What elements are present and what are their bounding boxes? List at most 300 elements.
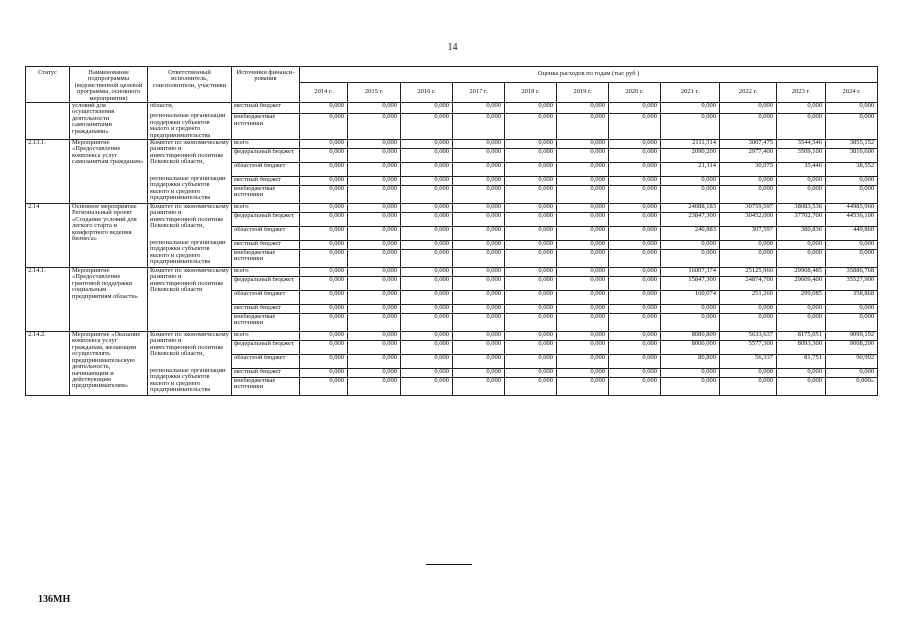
row-status: 2.14.2. bbox=[26, 332, 70, 396]
row-value: 0,000 bbox=[609, 378, 661, 396]
responsible-part: Комитет по экономическому развитию и инвестиционной политике Псковской области, bbox=[150, 331, 229, 358]
row-value: 0,000 bbox=[453, 291, 505, 305]
row-value: 0,000 bbox=[720, 186, 777, 204]
row-value: 0,000 bbox=[557, 241, 609, 250]
row-value: 0,000 bbox=[661, 305, 720, 314]
row-value: 0,000 bbox=[300, 314, 348, 332]
row-value: 44985,960 bbox=[826, 204, 878, 213]
row-value: 3544,546 bbox=[777, 140, 826, 149]
row-responsible bbox=[148, 204, 232, 268]
row-value: 0,000 bbox=[505, 177, 557, 186]
row-value: 0,000 bbox=[720, 378, 777, 396]
row-value: 0,000 bbox=[300, 341, 348, 355]
row-value: 0,000 bbox=[453, 341, 505, 355]
row-value: 0,000 bbox=[453, 149, 505, 163]
row-responsible bbox=[148, 103, 232, 140]
row-value: 0,000 bbox=[661, 314, 720, 332]
row-value: 0,000 bbox=[609, 277, 661, 291]
row-value: 0,000 bbox=[661, 114, 720, 140]
row-value: 0,000 bbox=[401, 227, 453, 241]
row-value: 0,000 bbox=[557, 250, 609, 268]
row-value: 0,000 bbox=[826, 186, 878, 204]
row-value: 35527,900 bbox=[826, 277, 878, 291]
row-value: 0,000 bbox=[609, 355, 661, 369]
row-value: 0,000 bbox=[505, 163, 557, 177]
responsible-part: региональные организации поддержки субъектов малого и среднего предпринимательства bbox=[150, 174, 226, 201]
row-source: областной бюджет bbox=[232, 163, 300, 177]
row-value: 0,000 bbox=[453, 163, 505, 177]
row-value: 25125,960 bbox=[720, 268, 777, 277]
row-value: 0,000 bbox=[505, 149, 557, 163]
row-source: федеральный бюджет bbox=[232, 213, 300, 227]
row-value: 0,000 bbox=[661, 369, 720, 378]
row-value: 3816,600 bbox=[826, 149, 878, 163]
row-value: 0,000 bbox=[348, 378, 401, 396]
row-value: 0,000 bbox=[609, 103, 661, 114]
header-year: 2016 г. bbox=[401, 82, 453, 102]
row-value: 15847,300 bbox=[661, 277, 720, 291]
row-value: 0,000 bbox=[609, 186, 661, 204]
row-source: областной бюджет bbox=[232, 227, 300, 241]
row-value: 0,000 bbox=[505, 291, 557, 305]
row-status: 2.13.1. bbox=[26, 140, 70, 204]
row-source: внебюджетные источники bbox=[232, 314, 300, 332]
row-value: 38,552 bbox=[826, 163, 878, 177]
row-value: 0,000 bbox=[453, 355, 505, 369]
page-number: 14 bbox=[447, 42, 458, 53]
row-value: 2111,314 bbox=[661, 140, 720, 149]
row-value: 3509,100 bbox=[777, 149, 826, 163]
row-value: 2090,200 bbox=[661, 149, 720, 163]
row-value: 0,000 bbox=[609, 114, 661, 140]
row-status: 2.14.1. bbox=[26, 268, 70, 332]
row-source: всего bbox=[232, 332, 300, 341]
row-value: 0,000 bbox=[505, 341, 557, 355]
responsible-part: региональные организации поддержки субъектов малого и среднего предпринимательства bbox=[150, 112, 226, 139]
row-value: 29609,400 bbox=[777, 277, 826, 291]
row-value: 29908,485 bbox=[777, 268, 826, 277]
row-source: областной бюджет bbox=[232, 355, 300, 369]
row-value: 0,000 bbox=[557, 177, 609, 186]
row-value: 0,000 bbox=[453, 332, 505, 341]
row-value: 0,000 bbox=[557, 291, 609, 305]
row-value: 0,000 bbox=[609, 241, 661, 250]
row-value: 0,000 bbox=[826, 177, 878, 186]
row-value: 0,000 bbox=[557, 268, 609, 277]
row-value: 0,000 bbox=[609, 250, 661, 268]
row-value: 0,000 bbox=[401, 369, 453, 378]
row-value: 0,000 bbox=[348, 204, 401, 213]
row-value: 0,000 bbox=[826, 369, 878, 378]
row-value: 0,000 bbox=[300, 149, 348, 163]
row-value: 0,000 bbox=[348, 177, 401, 186]
row-value: 8080,809 bbox=[661, 332, 720, 341]
row-value: 0,000 bbox=[720, 114, 777, 140]
row-status: 2.14 bbox=[26, 204, 70, 268]
row-value: 0,000 bbox=[505, 268, 557, 277]
row-source: внебюджетные источники bbox=[232, 186, 300, 204]
row-value: 0,000 bbox=[401, 305, 453, 314]
row-value: 0,000 bbox=[348, 241, 401, 250]
row-value: 44536,100 bbox=[826, 213, 878, 227]
header-year: 2024 г. bbox=[826, 82, 878, 102]
row-value: 0,000 bbox=[609, 291, 661, 305]
row-value: 0,000 bbox=[505, 114, 557, 140]
row-value: 0,000 bbox=[505, 241, 557, 250]
row-name: Мероприятие «Оказание комплекса услуг гражданам, желающим осуществлять предпринимательскую деятельность, начинающим и действующим предпринимателям» bbox=[70, 332, 148, 396]
row-value: 0,000 bbox=[401, 332, 453, 341]
row-value: 0,000 bbox=[505, 213, 557, 227]
row-value: 0,000 bbox=[401, 341, 453, 355]
responsible-part: области, bbox=[150, 102, 174, 110]
row-value: 0,000 bbox=[300, 277, 348, 291]
row-value: 0,000 bbox=[401, 186, 453, 204]
row-value: 0,000 bbox=[777, 114, 826, 140]
row-value: 0,000 bbox=[300, 250, 348, 268]
row-value: 0,000 bbox=[453, 314, 505, 332]
row-value: 0,000 bbox=[401, 268, 453, 277]
row-value: 0,000 bbox=[348, 250, 401, 268]
row-value: 0,000 bbox=[661, 177, 720, 186]
row-value: 0,000 bbox=[661, 378, 720, 396]
row-value: 358,868 bbox=[826, 291, 878, 305]
row-value: 0,000 bbox=[401, 355, 453, 369]
row-value: 8093,300 bbox=[777, 341, 826, 355]
row-value: 0,000 bbox=[557, 305, 609, 314]
header-year: 2015 г. bbox=[348, 82, 401, 102]
row-value: 8000,000 bbox=[661, 341, 720, 355]
row-value: 0,000 bbox=[777, 241, 826, 250]
row-value: 0,000 bbox=[401, 378, 453, 396]
row-value: 0,000 bbox=[505, 332, 557, 341]
row-value: 0,000 bbox=[453, 114, 505, 140]
row-value: 0,000 bbox=[453, 250, 505, 268]
row-value: 30,075 bbox=[720, 163, 777, 177]
row-value: 0,000 bbox=[348, 305, 401, 314]
row-value: 0,000 bbox=[348, 149, 401, 163]
row-value: 35886,768 bbox=[826, 268, 878, 277]
row-value: 0,000 bbox=[557, 341, 609, 355]
footer-divider bbox=[426, 564, 472, 565]
row-value: 5633,637 bbox=[720, 332, 777, 341]
row-value: 0,000 bbox=[401, 140, 453, 149]
row-source: местный бюджет bbox=[232, 241, 300, 250]
row-value: 0,000 bbox=[300, 163, 348, 177]
row-value: 0,000 bbox=[777, 103, 826, 114]
header-estimate: Оценка расходов по годам (тыс руб ) bbox=[300, 67, 878, 83]
row-value: 0,000 bbox=[720, 314, 777, 332]
row-value: 0,000 bbox=[453, 241, 505, 250]
row-value: 56,337 bbox=[720, 355, 777, 369]
row-value: 0,000 bbox=[557, 204, 609, 213]
responsible-part: Комитет по экономическому развитию и инвестиционной политике Псковской области, bbox=[150, 139, 229, 166]
row-value: 0,000 bbox=[505, 355, 557, 369]
row-value: 16007,374 bbox=[661, 268, 720, 277]
row-name: условий для осуществления деятельности самозанятыми гражданами» bbox=[70, 103, 148, 140]
row-value: 0,000 bbox=[777, 250, 826, 268]
row-value: 0,000 bbox=[777, 186, 826, 204]
header-responsible: Ответственный исполнитель, соисполнители, участники bbox=[148, 67, 232, 103]
row-value: 0,000 bbox=[453, 277, 505, 291]
header-year: 2018 г. bbox=[505, 82, 557, 102]
row-value: 0,000 bbox=[505, 378, 557, 396]
row-value: 0,000 bbox=[609, 268, 661, 277]
row-value: 0,000 bbox=[557, 369, 609, 378]
row-source: всего bbox=[232, 204, 300, 213]
row-value: 0,000 bbox=[609, 227, 661, 241]
row-value: 0,000 bbox=[609, 341, 661, 355]
header-year: 2019 г. bbox=[557, 82, 609, 102]
row-value: 0,000 bbox=[826, 114, 878, 140]
expenditure-table bbox=[25, 66, 878, 396]
row-value: 240,883 bbox=[661, 227, 720, 241]
header-year: 2022 г. bbox=[720, 82, 777, 102]
table-row bbox=[26, 103, 878, 114]
responsible-part: региональные организации поддержки субъектов малого и среднего предпринимательства bbox=[150, 366, 226, 393]
row-source: федеральный бюджет bbox=[232, 277, 300, 291]
row-responsible bbox=[148, 268, 232, 332]
row-value: 0,000 bbox=[300, 241, 348, 250]
row-value: 0,000 bbox=[609, 204, 661, 213]
row-value: 0,000 bbox=[401, 149, 453, 163]
row-value: 0,000 bbox=[505, 250, 557, 268]
row-value: 9008,200 bbox=[826, 341, 878, 355]
row-name: Мероприятие «Предоставление комплекса услуг самозанятым гражданам» bbox=[70, 140, 148, 204]
row-value: 0,000 bbox=[777, 378, 826, 396]
row-source: федеральный бюджет bbox=[232, 341, 300, 355]
row-value: 0,000 bbox=[401, 291, 453, 305]
row-value: 0,000 bbox=[557, 163, 609, 177]
row-value: 0,000 bbox=[348, 186, 401, 204]
row-value: 0,000 bbox=[453, 268, 505, 277]
row-source: внебюджетные источники bbox=[232, 250, 300, 268]
row-value: 0,000 bbox=[401, 277, 453, 291]
row-value: 0,000 bbox=[348, 213, 401, 227]
row-value: 0,000 bbox=[826, 103, 878, 114]
row-value: 9099,192 bbox=[826, 332, 878, 341]
row-value: 0,000 bbox=[300, 378, 348, 396]
row-value: 38083,536 bbox=[777, 204, 826, 213]
row-value: 30759,597 bbox=[720, 204, 777, 213]
header-name: Наименование подпрограммы (ведомственной целевой программы, основного мероприятия) bbox=[70, 67, 148, 103]
row-value: 0,000 bbox=[348, 332, 401, 341]
row-value: 0,000 bbox=[453, 177, 505, 186]
row-value: 0,000 bbox=[300, 291, 348, 305]
row-value: 0,000 bbox=[505, 369, 557, 378]
row-value: 0,000 bbox=[609, 140, 661, 149]
header-year: 2017 г. bbox=[453, 82, 505, 102]
row-value: 0,000 bbox=[609, 149, 661, 163]
row-value: 0,000 bbox=[300, 140, 348, 149]
row-value: 0,000 bbox=[720, 177, 777, 186]
row-value: 0,000 bbox=[348, 163, 401, 177]
row-value: 0,000 bbox=[401, 250, 453, 268]
row-value: 0,000 bbox=[401, 314, 453, 332]
row-value: 0,000 bbox=[609, 332, 661, 341]
row-value: 24874,700 bbox=[720, 277, 777, 291]
row-value: 0,000 bbox=[609, 213, 661, 227]
row-value: 0,000 bbox=[661, 250, 720, 268]
row-value: 0,000 bbox=[300, 227, 348, 241]
responsible-part: региональные организации поддержки субъектов малого и среднего предпринимательства bbox=[150, 238, 226, 265]
row-value: 0,000 bbox=[777, 369, 826, 378]
row-value: 0,000 bbox=[557, 149, 609, 163]
row-value: 0,000 bbox=[826, 250, 878, 268]
row-source: областной бюджет bbox=[232, 291, 300, 305]
row-value: 0,000 bbox=[453, 378, 505, 396]
footer-code: 136МН bbox=[38, 594, 71, 605]
row-value: 0,000 bbox=[557, 227, 609, 241]
row-value: 0,000» bbox=[826, 378, 878, 396]
header-status: Статус bbox=[26, 67, 70, 103]
row-value: 0,000 bbox=[300, 177, 348, 186]
row-value: 0,000 bbox=[453, 305, 505, 314]
row-value: 0,000 bbox=[557, 114, 609, 140]
row-value: 0,000 bbox=[826, 314, 878, 332]
row-value: 299,085 bbox=[777, 291, 826, 305]
row-value: 0,000 bbox=[720, 103, 777, 114]
row-value: 0,000 bbox=[720, 250, 777, 268]
row-value: 307,597 bbox=[720, 227, 777, 241]
row-value: 449,860 bbox=[826, 227, 878, 241]
row-value: 0,000 bbox=[505, 186, 557, 204]
row-value: 80,809 bbox=[661, 355, 720, 369]
row-value: 0,000 bbox=[557, 213, 609, 227]
row-value: 0,000 bbox=[777, 305, 826, 314]
responsible-part: Комитет по экономическому развитию и инвестиционной политике Псковской области, bbox=[150, 203, 229, 230]
row-value: 0,000 bbox=[453, 103, 505, 114]
row-value: 0,000 bbox=[557, 355, 609, 369]
row-value: 0,000 bbox=[300, 332, 348, 341]
header-sources: Источники финанси-рования bbox=[232, 67, 300, 103]
row-value: 0,000 bbox=[609, 163, 661, 177]
row-value: 0,000 bbox=[453, 213, 505, 227]
row-value: 0,000 bbox=[505, 305, 557, 314]
row-value: 0,000 bbox=[348, 355, 401, 369]
row-value: 160,074 bbox=[661, 291, 720, 305]
header-year: 2020 г. bbox=[609, 82, 661, 102]
row-source: местный бюджет bbox=[232, 369, 300, 378]
row-value: 0,000 bbox=[453, 140, 505, 149]
header-year: 2023 г. bbox=[777, 82, 826, 102]
row-value: 0,000 bbox=[348, 314, 401, 332]
row-value: 0,000 bbox=[826, 305, 878, 314]
row-value: 0,000 bbox=[609, 314, 661, 332]
row-value: 81,751 bbox=[777, 355, 826, 369]
row-value: 0,000 bbox=[453, 369, 505, 378]
row-value: 0,000 bbox=[348, 291, 401, 305]
row-value: 380,836 bbox=[777, 227, 826, 241]
row-value: 0,000 bbox=[401, 241, 453, 250]
row-value: 0,000 bbox=[401, 103, 453, 114]
row-value: 0,000 bbox=[300, 369, 348, 378]
row-value: 0,000 bbox=[453, 204, 505, 213]
row-value: 0,000 bbox=[557, 314, 609, 332]
row-responsible bbox=[148, 140, 232, 204]
row-source: всего bbox=[232, 140, 300, 149]
row-value: 0,000 bbox=[348, 341, 401, 355]
row-value: 0,000 bbox=[505, 103, 557, 114]
row-value: 0,000 bbox=[661, 186, 720, 204]
row-value: 0,000 bbox=[300, 355, 348, 369]
row-value: 37702,700 bbox=[777, 213, 826, 227]
row-value: 0,000 bbox=[505, 227, 557, 241]
row-value: 0,000 bbox=[777, 314, 826, 332]
row-value: 0,000 bbox=[348, 114, 401, 140]
row-value: 0,000 bbox=[557, 378, 609, 396]
row-value: 2977,400 bbox=[720, 149, 777, 163]
row-value: 0,000 bbox=[300, 213, 348, 227]
row-value: 0,000 bbox=[661, 241, 720, 250]
row-responsible bbox=[148, 332, 232, 396]
row-source: местный бюджет bbox=[232, 305, 300, 314]
row-value: 0,000 bbox=[505, 314, 557, 332]
row-value: 0,000 bbox=[300, 204, 348, 213]
row-source: внебюджетные источники bbox=[232, 378, 300, 396]
row-value: 0,000 bbox=[401, 163, 453, 177]
row-value: 0,000 bbox=[777, 177, 826, 186]
row-value: 0,000 bbox=[609, 177, 661, 186]
row-value: 23847,300 bbox=[661, 213, 720, 227]
row-status bbox=[26, 103, 70, 140]
row-value: 0,000 bbox=[300, 114, 348, 140]
row-value: 0,000 bbox=[557, 186, 609, 204]
header-year: 2021 г. bbox=[661, 82, 720, 102]
row-value: 251,260 bbox=[720, 291, 777, 305]
row-value: 3855,152 bbox=[826, 140, 878, 149]
row-value: 0,000 bbox=[348, 277, 401, 291]
row-value: 0,000 bbox=[557, 277, 609, 291]
row-value: 0,000 bbox=[609, 305, 661, 314]
row-name: Мероприятие «Предоставление грантовой поддержки социальным предприятиям области» bbox=[70, 268, 148, 332]
row-value: 24088,183 bbox=[661, 204, 720, 213]
row-value: 0,000 bbox=[505, 204, 557, 213]
row-value: 0,000 bbox=[300, 305, 348, 314]
row-source: внебюджетные источники bbox=[232, 114, 300, 140]
row-value: 0,000 bbox=[401, 213, 453, 227]
row-value: 0,000 bbox=[401, 114, 453, 140]
row-value: 0,000 bbox=[557, 103, 609, 114]
row-value: 0,000 bbox=[720, 369, 777, 378]
row-value: 30452,000 bbox=[720, 213, 777, 227]
row-value: 0,000 bbox=[348, 140, 401, 149]
row-value: 0,000 bbox=[300, 103, 348, 114]
row-value: 0,000 bbox=[348, 103, 401, 114]
row-value: 0,000 bbox=[453, 227, 505, 241]
row-value: 0,000 bbox=[348, 227, 401, 241]
row-value: 0,000 bbox=[557, 332, 609, 341]
row-source: местный бюджет bbox=[232, 177, 300, 186]
row-value: 0,000 bbox=[348, 369, 401, 378]
row-value: 21,114 bbox=[661, 163, 720, 177]
row-value: 3007,475 bbox=[720, 140, 777, 149]
row-value: 0,000 bbox=[348, 268, 401, 277]
row-value: 0,000 bbox=[505, 140, 557, 149]
row-value: 0,000 bbox=[720, 305, 777, 314]
row-value: 0,000 bbox=[826, 241, 878, 250]
row-value: 0,000 bbox=[401, 177, 453, 186]
row-source: федеральный бюджет bbox=[232, 149, 300, 163]
row-source: всего bbox=[232, 268, 300, 277]
row-value: 35,446 bbox=[777, 163, 826, 177]
row-value: 0,000 bbox=[505, 277, 557, 291]
row-value: 0,000 bbox=[300, 186, 348, 204]
row-value: 8175,051 bbox=[777, 332, 826, 341]
row-value: 0,000 bbox=[453, 186, 505, 204]
row-value: 0,000 bbox=[557, 140, 609, 149]
row-value: 0,000 bbox=[661, 103, 720, 114]
row-value: 90,992 bbox=[826, 355, 878, 369]
